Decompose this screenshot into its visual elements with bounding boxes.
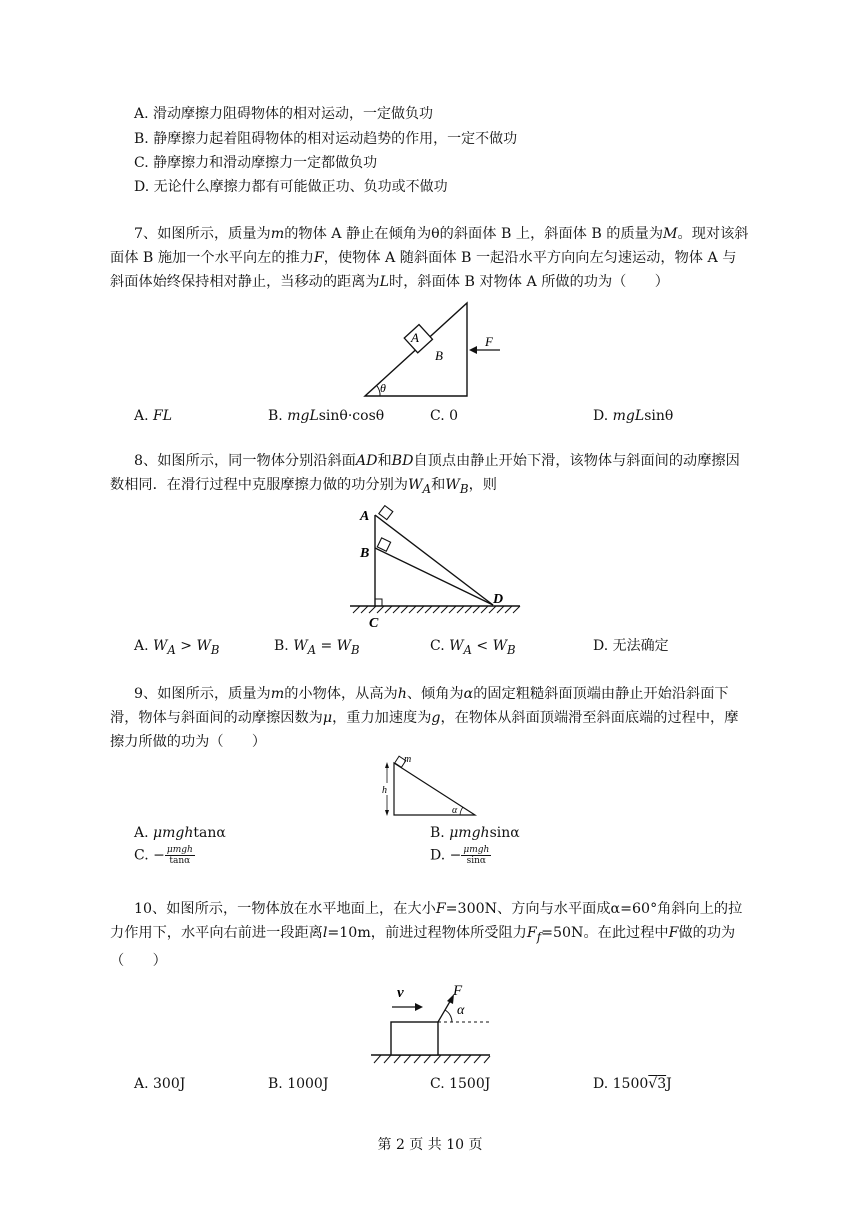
q10-label-v: v: [397, 985, 404, 1001]
q7-label-b: B: [435, 348, 443, 363]
q8-figure: [345, 503, 525, 631]
q7-option-a: A. FL: [134, 408, 173, 424]
q6-option-c: C. 静摩擦力和滑动摩擦力一定都做负功: [134, 155, 378, 171]
q9-label-m: m: [404, 754, 412, 765]
q9-option-a: A. μmghtanα: [134, 825, 226, 841]
q7-figure: [360, 300, 510, 400]
q6-option-a: A. 滑动摩擦力阻碍物体的相对运动，一定做负功: [134, 106, 434, 122]
q9-label-h: h: [382, 785, 387, 796]
q7-option-d: D. mgLsinθ: [593, 408, 674, 424]
q10-option-d: D. 1500√3J: [593, 1076, 672, 1092]
q6-option-b: B. 静摩擦力起着阻碍物体的相对运动趋势的作用，一定不做功: [134, 131, 518, 147]
q7-stem: 7、如图所示，质量为m的物体 A 静止在倾角为θ的斜面体 B 上，斜面体 B 的质量为M。现对该斜面体 B 施加一个水平向左的推力F，使物体 A 随斜面体 B 一起沿水平方向向左匀速运动，物体 A 与斜面体始终保持相对静止，当移动的距离为L时，斜面体 B 对物体 A 所做的功为（ ）: [110, 226, 749, 290]
q10-figure: [368, 973, 498, 1065]
q9-stem: 9、如图所示，质量为m的小物体，从高为h、倾角为α的固定粗糙斜面顶端由静止开始沿斜面下滑，物体与斜面间的动摩擦因数为μ，重力加速度为g，在物体从斜面顶端滑至斜面底端的过程中，摩擦力所做的功为（ ）: [110, 686, 739, 750]
q8-label-c: C: [369, 616, 379, 631]
q7-option-b: B. mgLsinθ·cosθ: [268, 408, 385, 424]
q9-option-b: B. μmghsinα: [430, 825, 520, 841]
q10-label-alpha: α: [457, 1003, 465, 1018]
q8-option-d: D. 无法确定: [593, 638, 669, 654]
q10-label-f: F: [453, 983, 463, 999]
q10-option-b: B. 1000J: [268, 1076, 329, 1092]
q10-option-a: A. 300J: [134, 1076, 186, 1092]
q7-label-f: F: [485, 334, 493, 349]
q8-label-d: D: [493, 592, 504, 607]
q8-label-a: A: [360, 509, 370, 524]
q7-option-c: C. 0: [430, 408, 459, 424]
q7-label-theta: θ: [380, 381, 386, 395]
q8-option-a: A. $W_A > W_B$: [134, 638, 220, 657]
q10-stem: 10、如图所示，一物体放在水平地面上，在大小F=300N、方向与水平面成α=60°角斜向上的拉力作用下，水平向右前进一段距离l=10m，前进过程物体所受阻力$F_f=50N$。在此过程中F做的功为（ ）: [110, 901, 743, 969]
q9-label-alpha: α: [452, 805, 458, 816]
q6-option-d: D. 无论什么摩擦力都有可能做正功、负功或不做功: [134, 179, 448, 195]
page-footer: 第 2 页 共 10 页: [377, 1137, 483, 1153]
q9-figure: [375, 754, 485, 820]
q8-stem: 8、如图所示，同一物体分别沿斜面AD和BD自顶点由静止开始下滑，该物体与斜面间的动摩擦因数相同．在滑行过程中克服摩擦力做的功分别为$W_A$和$W_B$，则: [110, 453, 740, 496]
q8-option-b: B. $W_A = W_B$: [274, 638, 360, 657]
q9-option-c: C. − $\frac{\text{μmgh}}{\tan\alpha}$: [134, 845, 193, 866]
q7-label-a: A: [411, 330, 419, 345]
q10-option-c: C. 1500J: [430, 1076, 491, 1092]
q8-option-c: C. $W_A < W_B$: [430, 638, 516, 657]
q8-label-b: B: [360, 546, 370, 561]
q9-option-d: D. − $\frac{\text{μmgh}}{\sin\alpha}$: [430, 845, 490, 866]
